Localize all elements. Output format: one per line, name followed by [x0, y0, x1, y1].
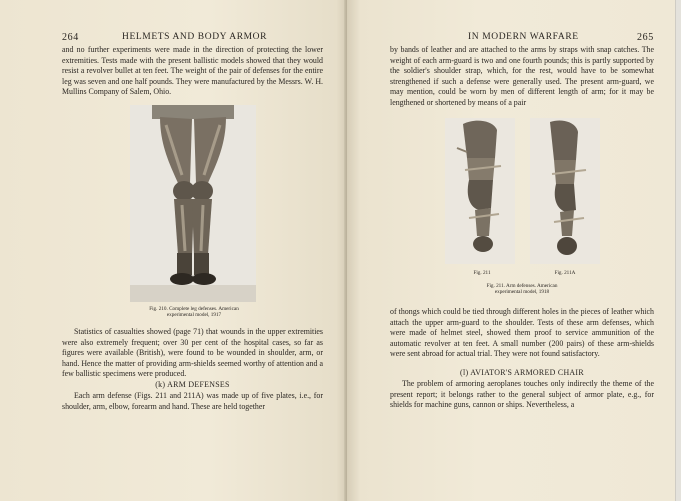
- left-paragraph-2-text: Statistics of casualties showed (page 71) that wounds in the upper extremities were also extremely frequent; over 30 per cent of the hospital cases, so far as figures were available (British), were found to be wounded in shoulder, arm, or hand. Hence the matter of providing arm-shields seemed worthy of attention and a few ballistic specimens were produced.: [62, 327, 323, 379]
- left-figure-caption: [124, 306, 264, 318]
- left-section-heading: (k) ARM DEFENSES: [155, 380, 230, 389]
- right-paragraph-3: [390, 379, 654, 411]
- right-page: [347, 0, 681, 501]
- right-figure-caption-line2: experimental model, 1918: [494, 289, 550, 296]
- right-top-paragraph-text: by bands of leather and are attached to the arms by straps with snap catches. The weight of each arm-guard is two and one fourth pounds; this is partly supported by the soldier's shoulder strap, which, for the rest, would have to be somewhat strengthened if such a defense were generally used. The present arm-guard, we may mention, could be worn by men of different length of arm; for it may be lengthened or shortened by means of a pair: [390, 45, 654, 107]
- left-figure-caption-line1: Fig. 210. Complete leg defenses. American: [149, 306, 239, 312]
- left-page-number: 264: [62, 32, 79, 43]
- leg-defenses-photo: [130, 105, 256, 302]
- left-figure-caption-line2: experimental model, 1917: [166, 312, 222, 319]
- right-paragraph-2: [390, 307, 654, 360]
- left-paragraph-2: [62, 327, 323, 380]
- left-top-paragraph-text: and no further experiments were made in the direction of protecting the lower extremities. Tests made with the present ballistic models showed that they would resist a revolver bullet at ten feet. The weight of the pair of defenses for the entire leg was seven and one half pounds. They were manufactured by the Messrs. W. H. Mullins Company of Salem, Ohio.: [62, 45, 323, 97]
- right-section-heading: (l) AVIATOR'S ARMORED CHAIR: [460, 368, 584, 377]
- right-paragraph-3-text: The problem of armoring aeroplanes touches only indirectly the theme of the present report; it belongs rather to the general subject of armor plate, e.g., for shields for machine guns, cannon or ships. Nevertheless, a: [390, 379, 654, 410]
- right-paragraph-2-text: of thongs which could be tied through different holes in the pieces of leather which attach the upper arm-guard to the shoulder. Tests of these arm defenses, which were made of helmet steel, showed them proof to service ammunition of the automatic revolver at ten feet. A small number (200 pairs) of these arm-shields were sent abroad for actual trial. They were not found satisfactory.: [390, 307, 654, 359]
- right-figure-caption-line1: Fig. 211. Arm defenses. American: [486, 283, 558, 289]
- arm-defense-photo-fig211: [445, 118, 515, 264]
- viewer-scrollbar[interactable]: [675, 0, 681, 501]
- left-top-paragraph: [62, 45, 323, 98]
- fig211-label: Fig. 211: [473, 270, 491, 276]
- right-top-paragraph: [390, 45, 654, 109]
- left-paragraph-3: [62, 391, 323, 412]
- right-figure-caption: [457, 283, 587, 295]
- right-running-head: IN MODERN WARFARE: [468, 32, 579, 42]
- right-page-number: 265: [637, 32, 654, 43]
- left-paragraph-3-text: Each arm defense (Figs. 211 and 211A) was made up of five plates, i.e., for shoulder, arm, elbow, forearm and hand. These are held together: [62, 391, 323, 411]
- left-running-head: HELMETS AND BODY ARMOR: [122, 32, 268, 42]
- arm-defense-photo-fig211a: [530, 118, 600, 264]
- fig211a-label: Fig. 211A: [554, 270, 576, 276]
